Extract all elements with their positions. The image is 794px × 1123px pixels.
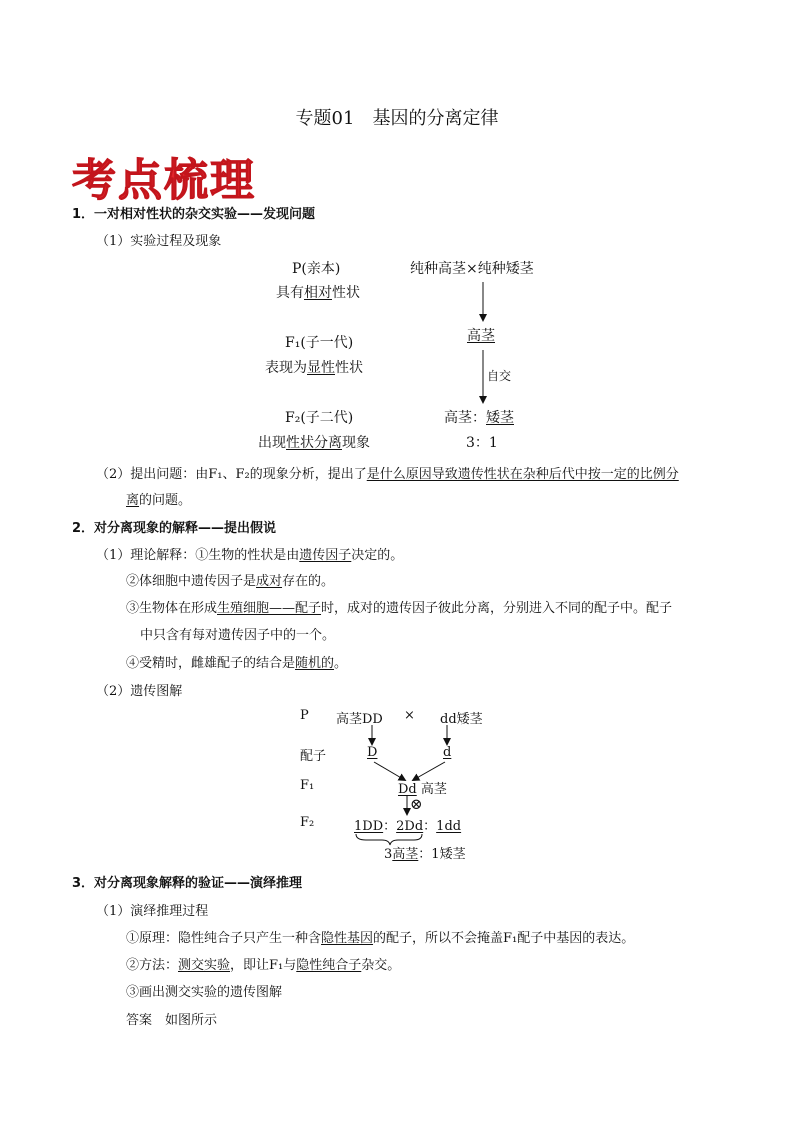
d2-cross: × xyxy=(404,708,415,723)
cross-text: 纯种高茎×纯种矮茎 xyxy=(410,261,534,277)
arrow-g2-to-f1 xyxy=(415,762,445,779)
selfing-label: 自交 xyxy=(487,369,512,383)
section-banner: 考点梳理 xyxy=(72,155,256,206)
d2-gamete-label: 配子 xyxy=(300,749,327,764)
s1-p1-label: （1）实验过程及现象 xyxy=(96,234,222,249)
s1-p2-line1: （2）提出问题：由F₁、F₂的现象分析，提出了是什么原因导致遗传性状在杂种后代中按一定的比例分 xyxy=(96,467,679,482)
section-2-heading: 2．对分离现象的解释——提出假说 xyxy=(72,521,277,536)
s3-l1: （1）演绎推理过程 xyxy=(96,904,209,919)
s2-l6: （2）遗传图解 xyxy=(96,684,183,699)
d2-f2-ratio: 3高茎：1矮茎 xyxy=(384,847,466,862)
d2-p: P xyxy=(300,708,309,723)
f2-brace xyxy=(356,834,422,845)
arrow-g1-to-f1 xyxy=(374,762,403,779)
self-cross-symbol: ⊗ xyxy=(410,795,423,813)
d2-g1: D xyxy=(367,745,378,760)
d2-f1: F₁ xyxy=(300,778,315,793)
s3-l2: ①原理：隐性纯合子只产生一种含隐性基因的配子，所以不会掩盖F₁配子中基因的表达。 xyxy=(126,931,635,946)
s2-l3: ③生物体在形成生殖细胞——配子时，成对的遗传因子彼此分离，分别进入不同的配子中。配子 xyxy=(126,601,673,616)
f2-label: F₂(子二代) xyxy=(285,410,354,426)
d2-f2-result: 1DD：2Dd：1dd xyxy=(354,819,462,834)
f2-desc: 出现性状分离现象 xyxy=(258,435,370,451)
d2-f2: F₂ xyxy=(300,815,315,830)
p-label: P(亲本) xyxy=(292,261,341,277)
page-title: 专题01 基因的分离定律 xyxy=(295,108,499,129)
f1-label: F₁(子一代) xyxy=(285,335,354,351)
s2-l2: ②体细胞中遗传因子是成对存在的。 xyxy=(126,574,335,589)
s3-l4: ③画出测交实验的遗传图解 xyxy=(126,985,283,1000)
s3-l3: ②方法：测交实验，即让F₁与隐性纯合子杂交。 xyxy=(126,958,401,973)
d2-f1-pheno: Dd 高茎 xyxy=(398,782,447,797)
s3-l5: 答案 如图所示 xyxy=(126,1013,218,1028)
section-1-heading: 1．一对相对性状的杂交实验——发现问题 xyxy=(72,207,316,222)
s2-l5: ④受精时，雌雄配子的结合是随机的。 xyxy=(126,656,348,671)
d2-parent2: dd矮茎 xyxy=(440,712,483,727)
s1-p2-line2: 离的问题。 xyxy=(126,493,192,508)
f2-result: 高茎：矮茎 xyxy=(444,410,514,426)
s2-l4: 中只含有每对遗传因子中的一个。 xyxy=(140,628,336,643)
d2-g2: d xyxy=(443,745,452,760)
f1-result: 高茎 xyxy=(467,328,495,344)
s2-l1: （1）理论解释：①生物的性状是由遗传因子决定的。 xyxy=(96,548,404,563)
section-3-heading: 3．对分离现象解释的验证——演绎推理 xyxy=(72,876,303,891)
d2-parent1: 高茎DD xyxy=(336,712,383,727)
f2-ratio: 3：1 xyxy=(466,435,498,451)
p-desc: 具有相对性状 xyxy=(276,285,360,301)
f1-desc: 表现为显性性状 xyxy=(265,360,363,376)
